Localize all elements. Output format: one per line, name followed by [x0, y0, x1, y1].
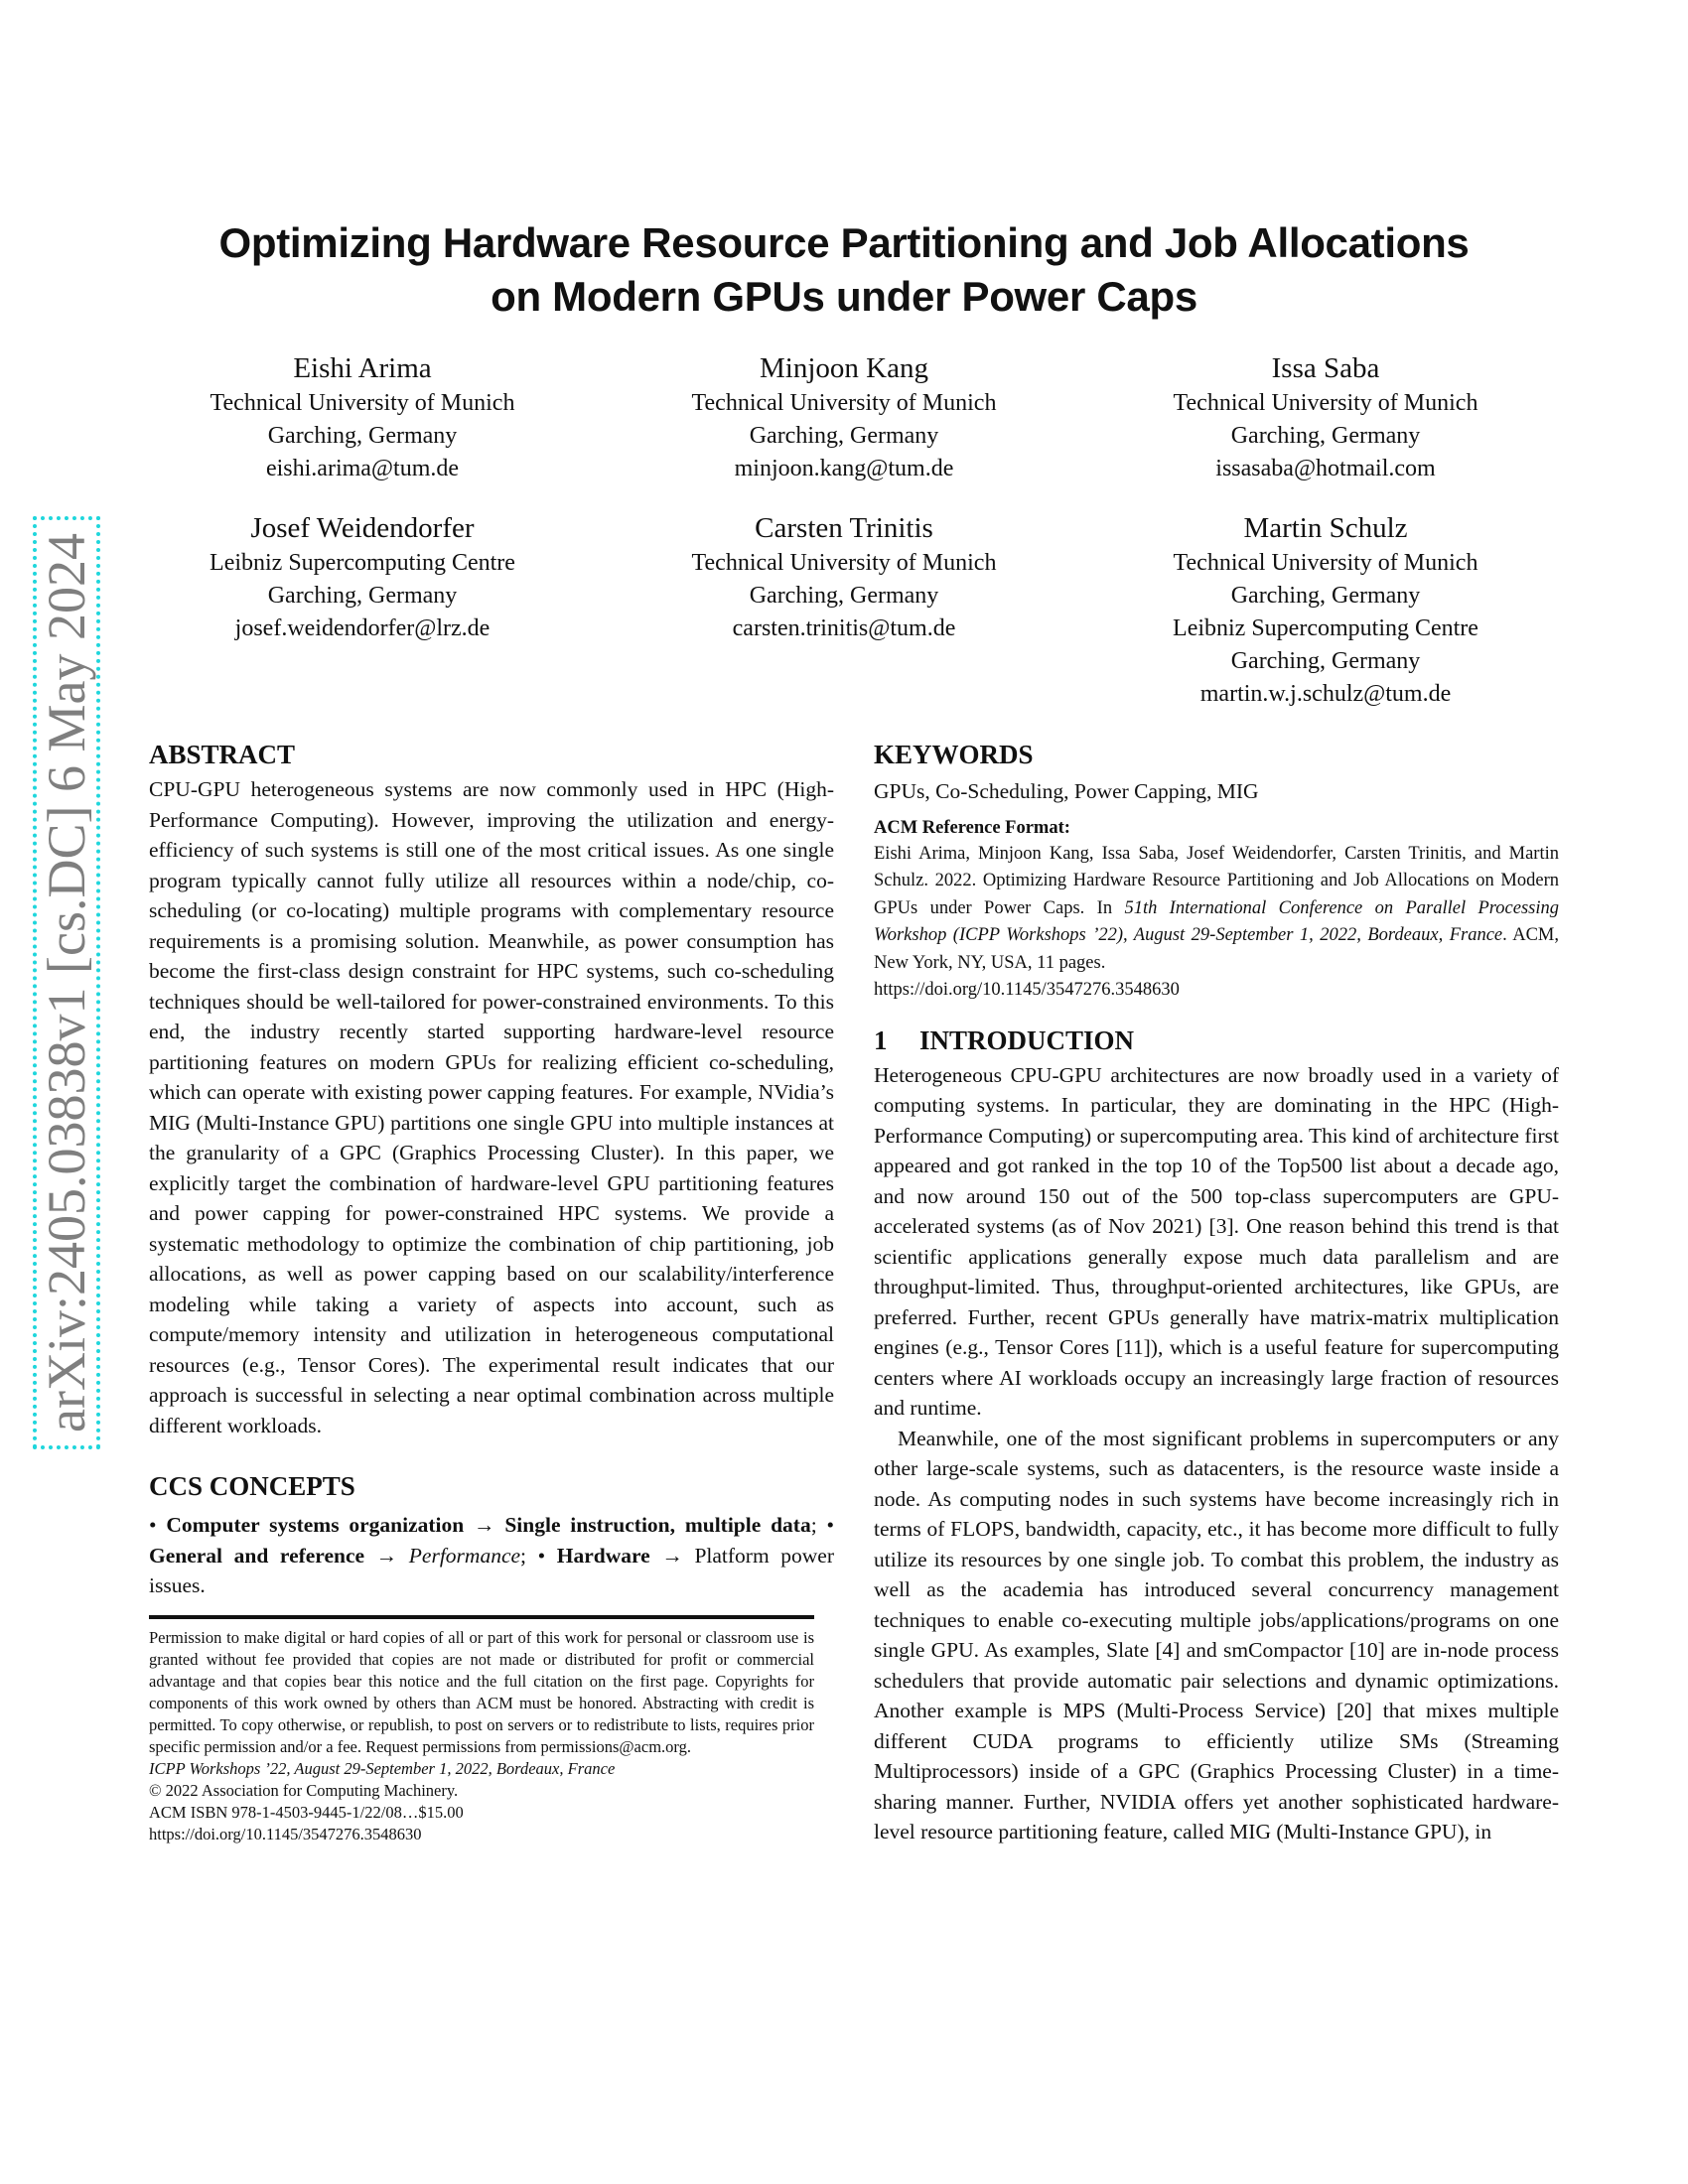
abstract-heading: ABSTRACT — [149, 740, 296, 769]
ccs-term: Hardware — [556, 1543, 650, 1568]
copyright-line: © 2022 Association for Computing Machinery. — [149, 1780, 459, 1800]
authors-row-1 — [164, 349, 1524, 485]
ccs-arrow: → — [464, 1513, 505, 1537]
authors-row-2 — [164, 509, 1524, 711]
ccs-subterm: Platform power issues. — [149, 1543, 835, 1597]
title-line-1: Optimizing Hardware Resource Partitioning and Job Allocations — [218, 219, 1470, 266]
right-column — [874, 735, 1559, 1847]
ccs-arrow: → — [649, 1543, 695, 1568]
acm-reference-text — [874, 841, 1559, 978]
author-location-2: Garching, Germany — [1230, 648, 1421, 674]
author-name: Eishi Arima — [293, 352, 432, 384]
ccs-concepts — [149, 1510, 834, 1601]
abstract-text: CPU-GPU heterogeneous systems are now commonly used in HPC (High-Performance Computing). However, improving the utilization and energy-efficiency of such systems is still one of the most critical issues. As one single program typically cannot fully utilize all resources within a node/chip, co-scheduling (or co-locating) multiple programs with complementary resource requirements is a promising solution. Meanwhile, as power consumption has become the first-class design constraint for HPC systems, such co-scheduling techniques should be well-tailored for power-constrained environments. To this end, the industry recently started supporting hardware-level resource partitioning features on modern GPUs for realizing efficient co-scheduling, which can operate with existing power capping features. For example, NVidia’s MIG (Multi-Instance GPU) partitions one single GPU into multiple instances at the granularity of a GPC (Graphics Processing Cluster). In this paper, we explicitly target the combination of hardware-level GPU partitioning features and power capping for power-constrained HPC systems. We provide a systematic methodology to optimize the combination of chip partitioning, job allocations, as well as power capping based on our scalability/interference modeling while taking a variety of aspects into account, such as compute/memory intensity and utilization in heterogeneous computational resources (e.g., Tensor Cores). The experimental result indicates that our approach is successful in selecting a near optimal combination across multiple different workloads. — [149, 777, 834, 1437]
arxiv-stamp — [33, 516, 100, 1449]
acm-reference-heading: ACM Reference Format: — [874, 817, 1070, 838]
author-name: Martin Schulz — [1243, 512, 1408, 544]
keywords-heading: KEYWORDS — [874, 740, 1034, 769]
author-location: Garching, Germany — [749, 423, 939, 449]
author-block — [164, 509, 561, 711]
author-email: eishi.arima@tum.de — [265, 456, 460, 481]
introduction-heading — [874, 1021, 1559, 1060]
author-affiliation: Leibniz Supercomputing Centre — [210, 550, 515, 576]
doi-link[interactable]: https://doi.org/10.1145/3547276.3548630 — [149, 1824, 422, 1843]
author-email: martin.w.j.schulz@tum.de — [1199, 681, 1452, 707]
ccs-heading: CCS CONCEPTS — [149, 1471, 355, 1501]
venue-text: ICPP Workshops ’22, August 29-September 1, 2022, Bordeaux, France — [149, 1758, 616, 1778]
ccs-bullet: • — [537, 1543, 557, 1568]
author-block — [164, 349, 561, 485]
ccs-separator: ; — [520, 1543, 538, 1568]
author-affiliation: Technical University of Munich — [1173, 550, 1478, 576]
author-block — [1127, 349, 1524, 485]
paper-title — [129, 216, 1559, 324]
section-number: 1 — [874, 1024, 888, 1055]
author-name: Josef Weidendorfer — [250, 512, 475, 544]
author-block — [1127, 509, 1524, 711]
ccs-subterm: Performance — [408, 1543, 521, 1568]
author-location: Garching, Germany — [1230, 583, 1421, 609]
author-location: Garching, Germany — [267, 583, 458, 609]
author-affiliation: Technical University of Munich — [691, 550, 997, 576]
author-block — [645, 349, 1043, 485]
author-email: josef.weidendorfer@lrz.de — [234, 615, 491, 641]
author-affiliation: Technical University of Munich — [210, 390, 515, 416]
author-email: carsten.trinitis@tum.de — [732, 615, 956, 641]
intro-paragraph-1: Heterogeneous CPU-GPU architectures are now broadly used in a variety of computing systems. In particular, they are dominating in the HPC (High-Performance Computing) or supercomputing area. This kind of architecture first appeared and got ranked in the top 10 of the Top500 list about a decade ago, and now around 150 out of the 500 top-class supercomputers are GPU-accelerated systems (as of Nov 2021) [3]. One reason behind this trend is that scientific applications generally expose much data parallelism and are throughput-limited. Thus, throughput-oriented architectures, like GPUs, are preferred. Further, recent GPUs generally have matrix-matrix multiplication engines (e.g., Tensor Cores [11]), which is a useful feature for supercomputing centers where AI workloads occupy an increasingly large fraction of resources and runtime. — [874, 1062, 1559, 1420]
ccs-bullet: • — [149, 1513, 167, 1537]
section-title: INTRODUCTION — [919, 1024, 1135, 1055]
reference-doi-link[interactable]: https://doi.org/10.1145/3547276.3548630 — [874, 980, 1180, 1000]
left-column — [149, 735, 834, 1845]
footnote-divider — [149, 1615, 814, 1619]
permission-block — [149, 1627, 814, 1845]
keywords-text: GPUs, Co-Scheduling, Power Capping, MIG — [874, 779, 1259, 803]
arxiv-identifier: arXiv:2405.03838v1 [cs.DC] 6 May 2024 — [37, 533, 96, 1433]
reference-publisher: . ACM, New York, NY, USA, 11 pages. — [874, 925, 1559, 973]
author-location: Garching, Germany — [749, 583, 939, 609]
author-name: Minjoon Kang — [760, 352, 928, 384]
ccs-term: General and reference — [149, 1543, 365, 1568]
venue-line — [149, 1758, 814, 1780]
isbn-line: ACM ISBN 978-1-4503-9445-1/22/08…$15.00 — [149, 1802, 464, 1822]
permission-text: Permission to make digital or hard copies of all or part of this work for personal or classroom use is granted without fee provided that copies are not made or distributed for profit or commercial advantage and that copies bear this notice and the full citation on the first page. Copyrights for components of this work owned by others than ACM must be honored. Abstracting with credit is permitted. To copy otherwise, or republish, to post on servers or to redistribute to lists, requires prior specific permission and/or a fee. Request permissions from permissions@acm.org. — [149, 1627, 814, 1756]
ccs-subterm: Single instruction, multiple data — [504, 1513, 811, 1537]
ccs-arrow: → — [364, 1543, 409, 1568]
title-line-2: on Modern GPUs under Power Caps — [491, 273, 1197, 320]
author-location: Garching, Germany — [267, 423, 458, 449]
author-affiliation: Technical University of Munich — [691, 390, 997, 416]
intro-paragraph-2: Meanwhile, one of the most significant problems in supercomputers or any other large-scale systems, such as datacenters, is the resource waste inside a node. As computing nodes in such systems have become increasingly rich in terms of FLOPS, bandwidth, capacity, etc., it has become more difficult to fully utilize its resources by one single job. To combat this problem, the industry as well as the academia has introduced several concurrency management techniques to enable co-executing multiple jobs/applications/programs on one single GPU. As examples, Slate [4] and smCompactor [10] are in-node process schedulers that provide automatic pair selections and dynamic optimizations. Another example is MPS (Multi-Process Service) [20] that mixes multiple different CUDA programs to efficiently utilize SMs (Streaming Multiprocessors) inside of a GPC (Graphics Processing Cluster) in a time-sharing manner. Further, NVIDIA offers yet another sophisticated hardware-level resource partitioning feature, called MIG (Multi-Instance GPU), in — [874, 1426, 1559, 1843]
ccs-bullet: • — [826, 1513, 835, 1537]
author-affiliation: Technical University of Munich — [1173, 390, 1478, 416]
author-block — [645, 509, 1043, 711]
author-email: issasaba@hotmail.com — [1215, 456, 1436, 481]
author-name: Carsten Trinitis — [755, 512, 933, 544]
author-affiliation-2: Leibniz Supercomputing Centre — [1173, 615, 1478, 641]
author-name: Issa Saba — [1271, 352, 1380, 384]
reference-authors-title: Eishi Arima, Minjoon Kang, Issa Saba, Josef Weidendorfer, Carsten Trinitis, and Martin Schulz. 2022. Optimizing Hardware Resource Partitioning and Job Allocations on Modern GPUs under Power Caps. In — [874, 843, 1559, 918]
ccs-term: Computer systems organization — [166, 1513, 465, 1537]
ccs-separator: ; — [810, 1513, 827, 1537]
author-email: minjoon.kang@tum.de — [734, 456, 954, 481]
reference-venue: 51th International Conference on Parallel Processing Workshop (ICPP Workshops ’22), August 29-September 1, 2022, Bordeaux, France — [874, 897, 1559, 945]
author-location: Garching, Germany — [1230, 423, 1421, 449]
